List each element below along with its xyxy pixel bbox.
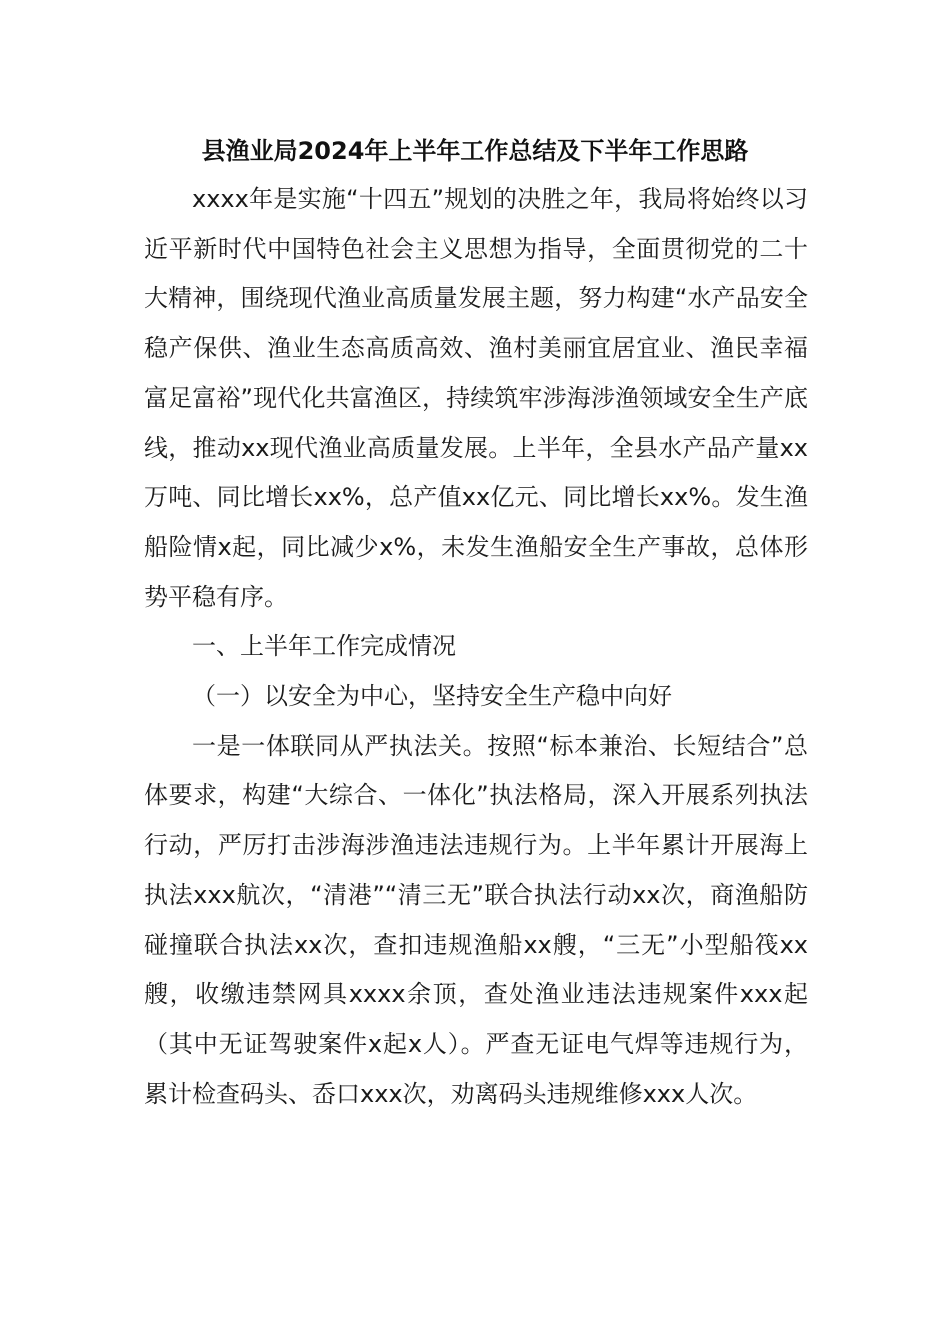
subsection-heading: （一）以安全为中心，坚持安全生产稳中向好: [192, 682, 672, 711]
enforcement-paragraph: 一是一体联同从严执法关。按照“标本兼治、长短结合”总体要求，构建“大综合、一体化”执法格局，深入开展系列执法行动，严厉打击涉海涉渔违法违规行为。上半年累计开展海上执法xxx航次，“清港”“清三无”联合执法行动xx次，商渔船防碰撞联合执法xx次，查扣违规渔船xx艘，“三无”小型船筏xx艘，收缴违禁网具xxxx余顶，查处渔业违法违规案件xxx起（其中无证驾驶案件x起x人）。严查无证电气焊等违规行为，累计检查码头、岙口xxx次，劝离码头违规维修xxx人次。: [144, 731, 808, 1108]
document-title: 县渔业局2024年上半年工作总结及下半年工作思路: [201, 137, 749, 165]
intro-paragraph: xxxx年是实施“十四五”规划的决胜之年，我局将始终以习近平新时代中国特色社会主义思想为指导，全面贯彻党的二十大精神，围绕现代渔业高质量发展主题，努力构建“水产品安全稳产保供、渔业生态高质高效、渔村美丽宜居宜业、渔民幸福富足富裕”现代化共富渔区，持续筑牢涉海涉渔领域安全生产底线，推动xx现代渔业高质量发展。上半年，全县水产品产量xx万吨、同比增长xx%，总产值xx亿元、同比增长xx%。发生渔船险情x起，同比减少x%，未发生渔船安全生产事故，总体形势平稳有序。: [144, 185, 808, 611]
document-body: [144, 175, 808, 1119]
section-heading: 一、上半年工作完成情况: [192, 632, 456, 661]
